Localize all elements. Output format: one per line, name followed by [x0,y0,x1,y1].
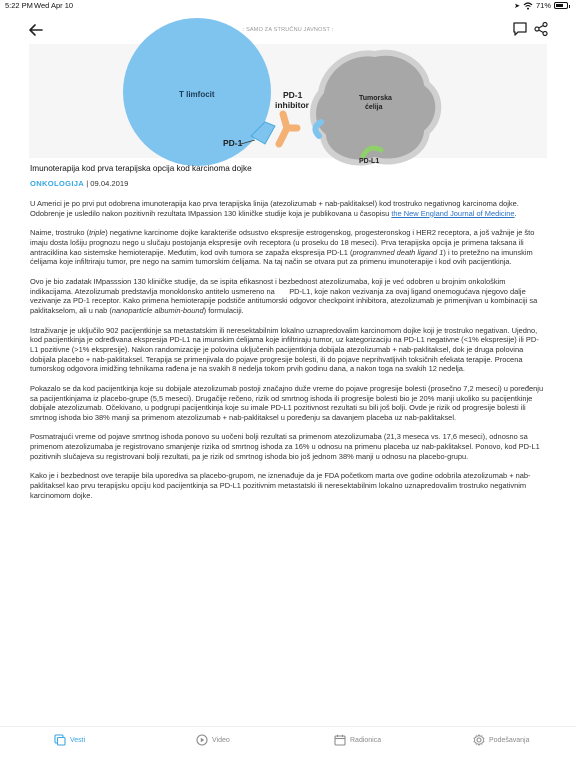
tab-vesti[interactable] [54,734,85,746]
nejm-link[interactable]: the New England Journal of Medicine [391,208,515,218]
share-icon[interactable] [533,21,549,37]
comment-icon[interactable] [512,21,528,37]
news-icon [54,734,66,746]
tab-label: Podešavanja [489,736,530,744]
tab-label: Video [212,736,230,744]
meta-separator: | [86,179,89,188]
battery-percent: 71% [535,1,551,10]
paragraph-text: ) i to pretežno na imunskim ćelijama koje infiltriraju tumor, pre nego na samim tumorskim ćelijama. Na taj način se otvara put za primenu imunoterapije i kod ovih pacijentkinja. [30,247,533,267]
pd1-diagram [29,44,547,165]
wifi-icon [523,2,533,10]
article-body [30,199,546,500]
t-cell-label: T limfocit [179,90,215,99]
emphasis-text: programmed death ligand 1 [352,247,444,257]
paragraph-text: . [514,208,517,218]
paragraph-5: Pokazalo se da kod pacijentkinja koje su dobijale atezolizumab postoji značajno duže vreme do pojave progresije bolesti (prosečno 7,2 meseci) u poređenju sa pacijentkinjama iz placebo-grupe (5,5 meseci). Drugačije rečeno, rizik od smrtnog ishoda ili progresije bolesti bio je 20% manji ukoliko su pacijentkinje dobijale atezolizumab. Očekivano, u podgrupi pacijentkinja koje su imale PD-L1 pozitivnost rezultati su bili još bolji. Ovde je rizik od progresije bolesti ili smrtnog ishoda bio 38% manji sa primenom atezolizumab + nab-paklitaksel u poređenju sa davanjem placeba uz nab-paklitaksel. [30,383,544,422]
paragraph-text: U Americi je po prvi put odobrena imunoterapija kao prva terapijska linija (atezolizumab + nab-paklitaksel) kod trostruko negativnog karcinoma dojke. Odobrenje je usledilo nakon pozitivnih rezultata IMpassion 130 kliničke studije koja je publikovana u časopisu [30,199,519,218]
location-icon: ➤ [514,2,520,10]
tab-podesavanja[interactable] [473,734,529,746]
paragraph-text: Ovo je bio zadatak IMpasssion 130 kliničke studije, da se ispita efikasnost i bezbednost atezolizumaba, koji je već odobren u brojnim onkološkim indikacijama. Atezolizumab predstavlja monoklonsko antitelo usmereno na PD-L1, koje nakon vezivanja za ovaj ligand onemogućava njegovo dalje vezivanje za PD-1 receptor. Kako primena hemioterapije podstiče antitumorski odgovor checkpoint inhibitora, atezolizumab je primenjivan u kombinaciji sa paklitakselom, ali u nab ( [30,276,540,315]
pdl1-label-partial: PD-L1 [359,158,380,165]
paragraph-text: ) negativne karcinome dojke karakteriše odsustvo ekspresije estrogenskog, progesteronskog i HER2 receptora, a još važnije je što imaju dosta lošiju prognozu nego u slučaju postojanja ekspresije ovih receptora (u proseku do 18 meseci). Prva terapijska opcija je primena taksana ili antraciklina kao sistemske hemioterapije. Međutim, kod ovih tumora se zapaža ekspresija PD-L1 ( [30,228,535,257]
status-right [514,1,568,10]
category-link[interactable]: ONKOLOGIJA [30,179,85,188]
gear-icon [473,734,485,746]
paragraph-text: Naime, trostruko ( [30,228,90,238]
calendar-icon [334,734,346,746]
status-bar [0,0,576,12]
tab-label: Radionica [350,736,382,744]
nav-caption: : SAMO ZA STRUČNU JAVNOST : [242,27,334,33]
paragraph-7: Kako je i bezbednost ove terapije bila uporediva sa placebo-grupom, ne iznenađuje da je FDA početkom marta ove godine odobrila atezolizumab + nab-paklitaksel kao prvu terapijsku opciju kod pacijentkinja sa PD-L1 pozitivnim metastatski ili neresektabilnim lokalno uznapredovalim trostruko negativnim karcinomom dojke. [30,471,531,500]
article-title: Imunoterapija kod prva terapijska opcija kod karcinoma dojke [30,164,252,173]
paragraph-4: Istraživanje je uključilo 902 pacijentkinje sa metastatskim ili neresektabilnim lokalno uznapredovalim karcinomom dojke koji je trostruko negativan. Ujedno, kod pacijentkinja je određivana ekspresija PD-L1 na imunskim ćelijama koje infiltriraju tumor, uz kategorizaciju na PD-L1 negativne (<1% ekspresije) ili PD-L1 pozitivne (>1% ekspresije). Nakon randomizacije je polovina uključenih pacijentkinja dobijala atezolizumab + nab-paklitaksel, dok je druga polovina dobijala placebo + nab-paklitaksel. Terapija se primenjivala do pojave progresije bolesti, ili do pojave neprihvatljivih toksičnih efekata terapije. Procena tumorskog odgovora imidžing tehnikama rađena je na svakih 8 nedelja tokom prvih godinu dana, a nakon toga na svakih 12 nedelja. [30,325,539,374]
tab-radionica[interactable] [334,734,381,746]
battery-fill [556,4,563,7]
tab-label: Vesti [70,736,86,744]
status-date: Wed Apr 10 [34,1,74,10]
play-circle-icon [196,734,208,746]
pd1-label: PD-1 [223,138,243,148]
paragraph-text: ) formulaciji. [203,305,244,315]
tumor-label-line2: ćelija [365,104,383,111]
tab-bar [0,726,576,768]
status-time: 5:22 PM [5,1,33,10]
paragraph-1 [30,199,546,218]
inhibitor-label-line1: PD-1 [283,90,303,100]
article [30,163,546,510]
emphasis-text: triple [89,228,106,238]
article-date: 09.04.2019 [90,179,129,188]
tab-video[interactable] [196,734,230,746]
article-meta [30,179,546,189]
paragraph-3 [30,277,546,316]
tumor-label-line1: Tumorska [359,95,392,102]
inhibitor-label-line2: inhibitor [275,100,309,110]
paragraph-2 [30,228,546,267]
battery-icon [554,2,568,9]
paragraph-6: Posmatrajući vreme od pojave smrtnog ishoda ponovo su uočeni bolji rezultati sa primenom atezolizumaba (21,3 meseca vs. 17,6 meseci), odnosno sa primenom atezolizumaba je registrovano smanjenje rizika od smrtnog ishoda za 16% u odnosu na primenu placeba uz nab-paklitaksel. Ponovo, kod PD-L1 pozitivnih slučajeva su registrovani bolji rezultati, pa je rizik od smrtnog ishoda bio još jednom 38% manji u odnosu na placebo-grupu. [30,432,540,461]
hero-illustration [29,44,547,165]
emphasis-text: nanoparticle albumin-bound [111,305,204,315]
nav-bar [0,14,576,44]
